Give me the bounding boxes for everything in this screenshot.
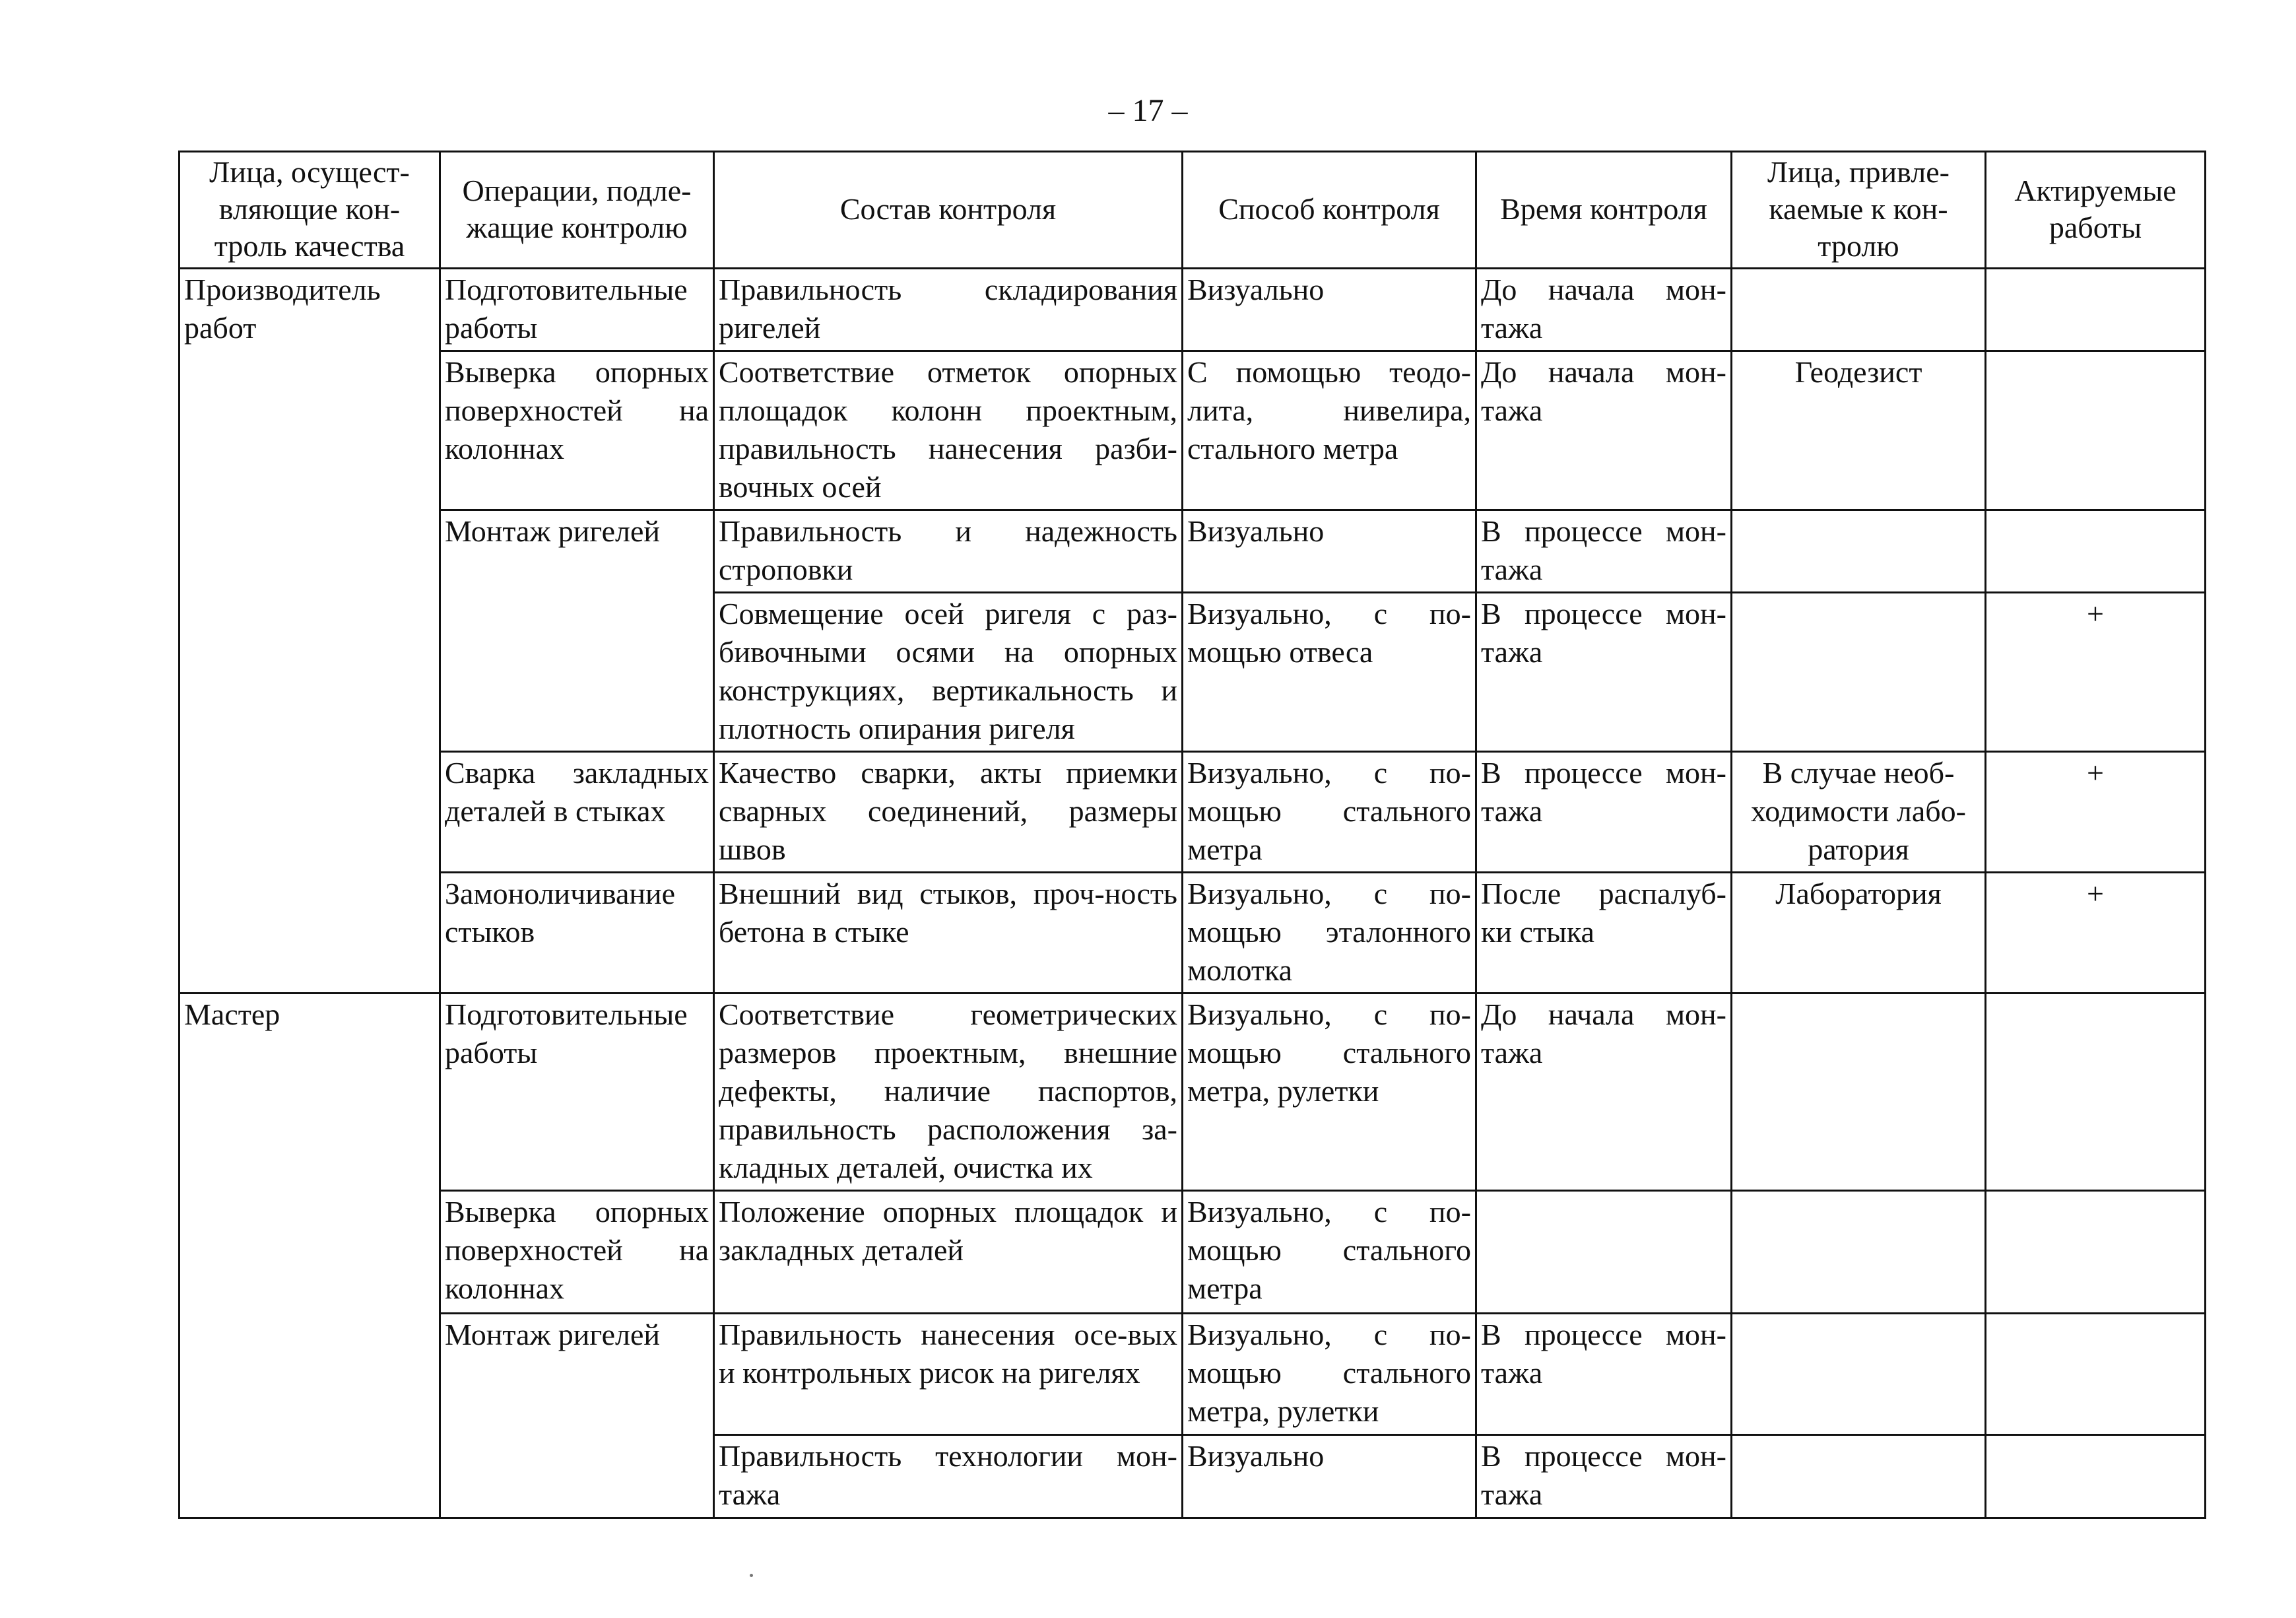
header-involved: Лица, привле-каемые к кон-тролю	[1732, 152, 1986, 269]
table-row	[180, 752, 2206, 873]
method-cell: Визуально	[1183, 1435, 1476, 1518]
table-row	[180, 510, 2206, 593]
acted-cell	[1986, 1435, 2206, 1518]
method-cell: С помощью теодо-лита, нивелира, стального метра	[1183, 351, 1476, 510]
involved-cell: Лаборатория	[1732, 873, 1986, 994]
acted-cell	[1986, 1314, 2206, 1435]
role-cell: Мастер	[180, 994, 440, 1518]
composition-cell: Положение опорных площадок и закладных деталей	[714, 1191, 1183, 1314]
acted-cell	[1986, 1191, 2206, 1314]
involved-cell	[1732, 510, 1986, 593]
table-row	[180, 1314, 2206, 1435]
method-cell: Визуально, с по-мощью эталонного молотка	[1183, 873, 1476, 994]
method-cell: Визуально, с по-мощью отвеса	[1183, 593, 1476, 752]
operation-cell: Выверка опорных поверхностей на колоннах	[440, 351, 714, 510]
table-row	[180, 873, 2206, 994]
composition-cell: Качество сварки, акты приемки сварных соединений, размеры швов	[714, 752, 1183, 873]
time-cell: В процессе мон-тажа	[1476, 593, 1732, 752]
header-row	[180, 152, 2206, 269]
composition-cell: Внешний вид стыков, проч-ность бетона в стыке	[714, 873, 1183, 994]
involved-cell: Геодезист	[1732, 351, 1986, 510]
operation-cell: Монтаж ригелей	[440, 510, 714, 752]
time-cell: В процессе мон-тажа	[1476, 752, 1732, 873]
operation-cell: Сварка закладных деталей в стыках	[440, 752, 714, 873]
method-cell: Визуально, с по-мощью стального метра	[1183, 1191, 1476, 1314]
operation-cell: Подготовительные работы	[440, 994, 714, 1191]
role-cell: Производитель работ	[180, 269, 440, 994]
composition-cell: Совмещение осей ригеля с раз-бивочными осями на опорных конструкциях, вертикальность и плотность опирания ригеля	[714, 593, 1183, 752]
composition-cell: Соответствие геометрических размеров проектным, внешние дефекты, наличие паспортов, правильность расположения за-кладных деталей, очистка их	[714, 994, 1183, 1191]
acted-cell: +	[1986, 873, 2206, 994]
time-cell: До начала мон-тажа	[1476, 269, 1732, 351]
method-cell: Визуально, с по-мощью стального метра, рулетки	[1183, 1314, 1476, 1435]
involved-cell	[1732, 994, 1986, 1191]
table-row	[180, 351, 2206, 510]
acted-cell	[1986, 994, 2206, 1191]
operation-cell: Выверка опорных поверхностей на колоннах	[440, 1191, 714, 1314]
header-controller: Лица, осущест-вляющие кон-троль качества	[180, 152, 440, 269]
operation-cell: Монтаж ригелей	[440, 1314, 714, 1518]
time-cell: В процессе мон-тажа	[1476, 1435, 1732, 1518]
acted-cell: +	[1986, 752, 2206, 873]
time-cell: В процессе мон-тажа	[1476, 510, 1732, 593]
header-method: Способ контроля	[1183, 152, 1476, 269]
involved-cell: В случае необ-ходимости лабо-ратория	[1732, 752, 1986, 873]
time-cell	[1476, 1191, 1732, 1314]
page-number: – 17 –	[1108, 93, 1188, 128]
header-composition: Состав контроля	[714, 152, 1183, 269]
table-row	[180, 269, 2206, 351]
acted-cell	[1986, 269, 2206, 351]
scan-speck	[750, 1574, 753, 1577]
method-cell: Визуально	[1183, 269, 1476, 351]
time-cell: До начала мон-тажа	[1476, 351, 1732, 510]
composition-cell: Правильность нанесения осе-вых и контрольных рисок на ригелях	[714, 1314, 1183, 1435]
time-cell: В процессе мон-тажа	[1476, 1314, 1732, 1435]
composition-cell: Правильность складирования ригелей	[714, 269, 1183, 351]
table-row	[180, 1191, 2206, 1314]
acted-cell	[1986, 351, 2206, 510]
involved-cell	[1732, 1435, 1986, 1518]
operation-cell: Замоноличивание стыков	[440, 873, 714, 994]
acted-cell: +	[1986, 593, 2206, 752]
quality-control-table	[178, 151, 2206, 1519]
involved-cell	[1732, 1191, 1986, 1314]
acted-cell	[1986, 510, 2206, 593]
time-cell: До начала мон-тажа	[1476, 994, 1732, 1191]
involved-cell	[1732, 269, 1986, 351]
involved-cell	[1732, 1314, 1986, 1435]
table-row	[180, 994, 2206, 1191]
operation-cell: Подготовительные работы	[440, 269, 714, 351]
composition-cell: Соответствие отметок опорных площадок колонн проектным, правильность нанесения разби-вочных осей	[714, 351, 1183, 510]
composition-cell: Правильность и надежность строповки	[714, 510, 1183, 593]
time-cell: После распалуб-ки стыка	[1476, 873, 1732, 994]
method-cell: Визуально	[1183, 510, 1476, 593]
method-cell: Визуально, с по-мощью стального метра	[1183, 752, 1476, 873]
involved-cell	[1732, 593, 1986, 752]
header-acted-works: Актируемые работы	[1986, 152, 2206, 269]
header-operations: Операции, подле-жащие контролю	[440, 152, 714, 269]
composition-cell: Правильность технологии мон-тажа	[714, 1435, 1183, 1518]
header-time: Время контроля	[1476, 152, 1732, 269]
method-cell: Визуально, с по-мощью стального метра, рулетки	[1183, 994, 1476, 1191]
